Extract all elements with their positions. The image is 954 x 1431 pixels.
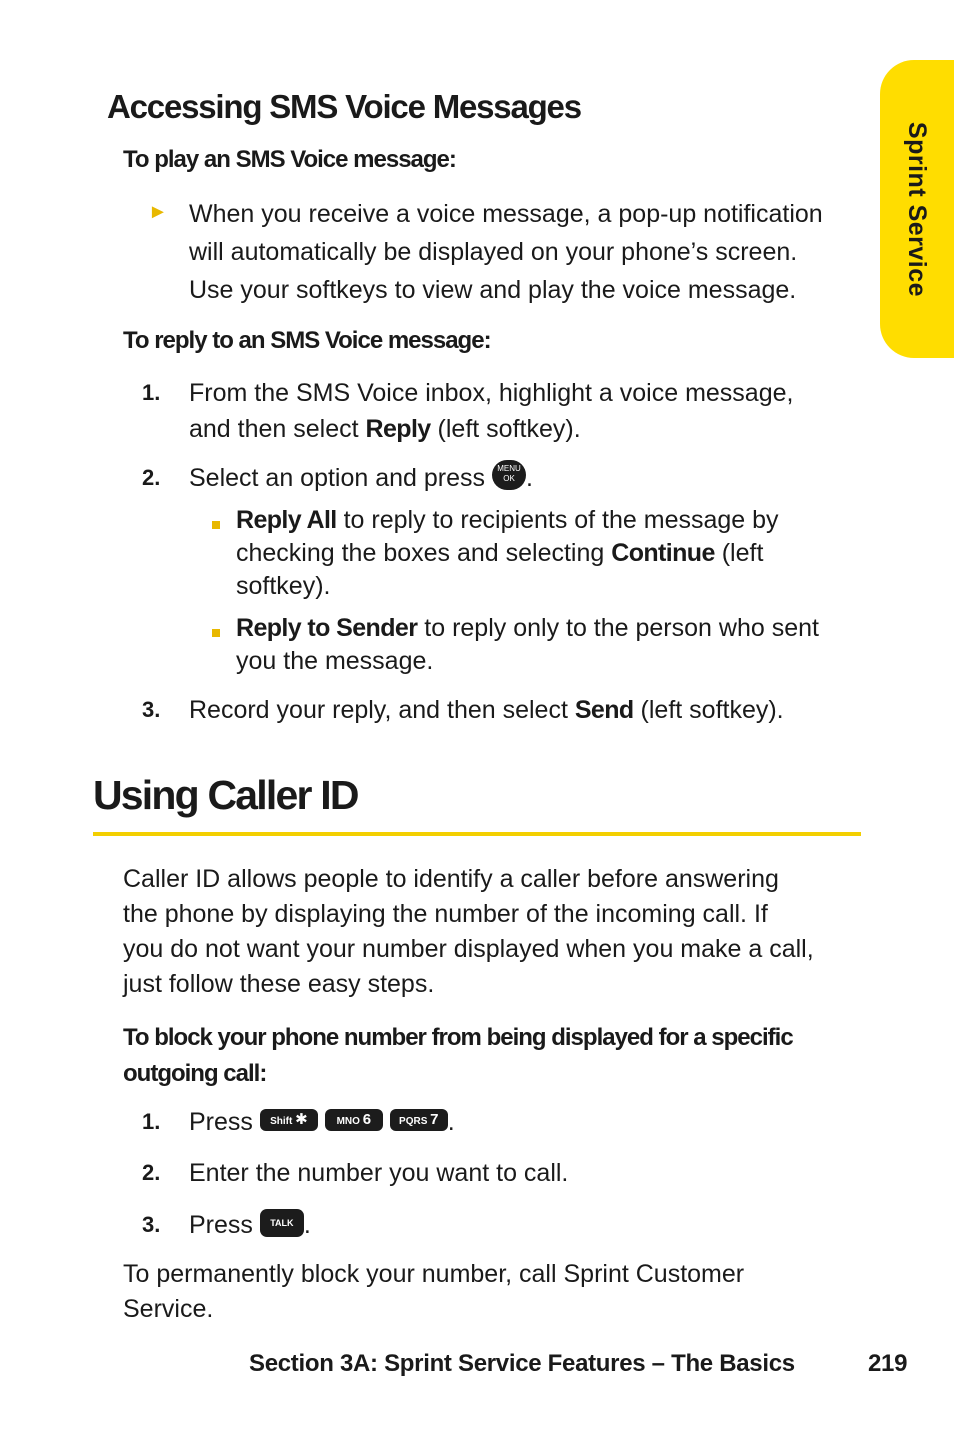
- talk-key-icon: TALK: [260, 1209, 304, 1237]
- pqrs-7-key-icon: PQRS 7: [390, 1109, 448, 1131]
- play-line-3: Use your softkeys to view and play the voice message.: [189, 276, 797, 304]
- step-number-3: 3.: [142, 697, 161, 722]
- reply-step-1-line-2: and then select Reply (left softkey).: [189, 415, 581, 443]
- section-heading-sms: Accessing SMS Voice Messages: [107, 88, 581, 125]
- mno-6-key-icon: MNO 6: [325, 1109, 383, 1131]
- play-line-2: will automatically be displayed on your phone’s screen.: [189, 238, 798, 266]
- block-step-1: Press Shift ✱ MNO 6 PQRS 7 .: [189, 1108, 455, 1136]
- reply-step-1: [189, 374, 793, 448]
- square-bullet-icon: [212, 516, 220, 534]
- block-step-number-2: 2.: [142, 1160, 161, 1185]
- play-paragraph: [189, 195, 823, 309]
- menu-ok-key-icon: MENU OK: [492, 460, 526, 490]
- bullet-reply-to-sender: Reply to Sender to reply only to the person who sent you the message.: [236, 614, 819, 675]
- reply-all-label: Reply All: [236, 506, 337, 534]
- subheading-block: To block your phone number from being displayed for a specific outgoing call:: [123, 1024, 793, 1087]
- step-number-2: 2.: [142, 465, 161, 490]
- reply-label: Reply: [365, 415, 431, 443]
- step-number-1: 1.: [142, 380, 161, 405]
- side-tab-label: Sprint Service: [903, 121, 932, 297]
- reply-step-1-line-1: From the SMS Voice inbox, highlight a voice message,: [189, 379, 794, 407]
- caller-id-intro: Caller ID allows people to identify a caller before answering the phone by displaying the number of the incoming call. If you do not want your number displayed when you make a call, just follow these easy steps.: [123, 865, 814, 998]
- block-step-number-1: 1.: [142, 1109, 161, 1134]
- bullet-reply-all: Reply All to reply to recipients of the message by checking the boxes and selecting Continue (left softkey).: [236, 506, 779, 600]
- permanent-block-paragraph: To permanently block your number, call Sprint Customer Service.: [123, 1260, 745, 1323]
- subheading-play: To play an SMS Voice message:: [123, 146, 456, 173]
- heading-rule: [93, 832, 861, 836]
- subheading-reply: To reply to an SMS Voice message:: [123, 327, 491, 354]
- play-line-1: When you receive a voice message, a pop-up notification: [189, 200, 823, 228]
- page-number: 219: [868, 1350, 908, 1377]
- reply-step-2: Select an option and press MENU OK .: [189, 459, 533, 497]
- block-step-3: Press TALK .: [189, 1211, 311, 1239]
- block-step-number-3: 3.: [142, 1212, 161, 1237]
- square-bullet-icon: [212, 624, 220, 642]
- reply-step-3: Record your reply, and then select Send (left softkey).: [189, 696, 784, 724]
- reply-to-sender-label: Reply to Sender: [236, 614, 418, 642]
- reply-step-2-text: Select an option and press: [189, 464, 486, 492]
- footer-section-title: Section 3A: Sprint Service Features – The Basics: [249, 1350, 795, 1377]
- shift-star-key-icon: Shift ✱: [260, 1109, 318, 1131]
- triangle-bullet-icon: ►: [148, 201, 168, 223]
- send-label: Send: [574, 696, 634, 724]
- block-step-2: Enter the number you want to call.: [189, 1159, 569, 1187]
- page-title-caller-id: Using Caller ID: [93, 772, 358, 818]
- continue-label: Continue: [611, 539, 715, 567]
- side-tab: [880, 60, 954, 358]
